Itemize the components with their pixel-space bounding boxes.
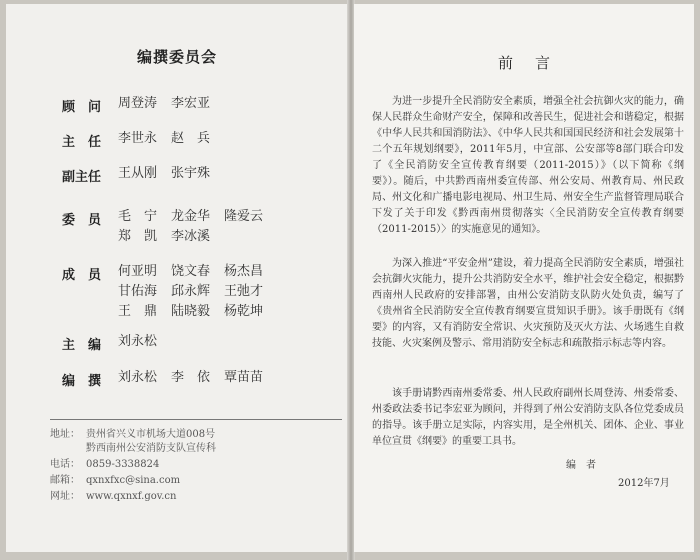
- role-label-director: 主 任: [62, 135, 102, 150]
- person-name: 邱永辉: [171, 284, 211, 299]
- person-name: 甘佑海: [118, 284, 158, 299]
- person-name: 王 鼎: [118, 304, 158, 319]
- contact-divider: [50, 419, 342, 420]
- preface-paragraph-3: 该手册请黔西南州委常委、州人民政府副州长周登涛、州委常委、州委政法委书记李宏亚为顾问，并得到了州公安消防支队各位党委成员的指导。该手册立足实际，内容实用，是全州机关、团体、企业、事业单位宣贯《纲要》的重要工具书。: [372, 388, 684, 447]
- role-label-compilers: 编 撰: [62, 374, 102, 389]
- person-name: 李 依: [171, 370, 211, 385]
- role-names-advisor: [118, 94, 224, 114]
- role-label-advisor: 顾 问: [62, 100, 102, 115]
- contact-email: [50, 474, 180, 488]
- website-url: www.qxnxf.gov.cn: [86, 491, 177, 502]
- role-names-members: [118, 207, 277, 247]
- person-name: 李冰溪: [171, 229, 211, 244]
- role-label-staff: 成 员: [62, 268, 102, 283]
- person-name: 陆晓毅: [171, 304, 211, 319]
- phone-label: 电话：: [50, 459, 80, 470]
- left-page: [6, 4, 348, 552]
- contact-website: [50, 490, 176, 504]
- person-name: 龙金华: [171, 209, 211, 224]
- person-name: 饶文春: [171, 264, 211, 279]
- person-name: 覃苗苗: [224, 370, 264, 385]
- contact-phone: [50, 458, 159, 472]
- preface-signature: 编 者: [566, 460, 596, 471]
- address-line-1: 贵州省兴义市机场大道008号: [86, 429, 216, 440]
- person-name: 毛 宁: [118, 209, 158, 224]
- person-name: 王弛才: [224, 284, 264, 299]
- role-names-deputy-director: [118, 164, 224, 184]
- contact-address: [50, 428, 215, 442]
- role-names-director: [118, 129, 224, 149]
- phone-number: 0859-3338824: [86, 459, 160, 470]
- preface-date: 2012年7月: [618, 478, 670, 489]
- address-label: 地址：: [50, 429, 80, 440]
- person-name: 李世永: [118, 131, 158, 146]
- website-label: 网址：: [50, 491, 80, 502]
- email-address: qxnxfxc@sina.com: [86, 475, 181, 486]
- person-name: 周登涛: [118, 96, 158, 111]
- person-name: 杨杰昌: [224, 264, 264, 279]
- person-name: 赵 兵: [171, 131, 211, 146]
- preface-paragraph-1: 为进一步提升全民消防安全素质，增强全社会抗御火灾的能力，确保人民群众生命财产安全，保障和改善民生，促进社会和谐稳定，根据《中华人民共和国消防法》、《中华人民共和国国民经济和社会发展第十二个五年规划纲要》，2011年5月，中宣部、公安部等8部门联合印发了《全民消防安全宣传教育纲要（2011-2015）》（以下简称《纲要》）。随后，中共黔西南州委宣传部、州公安局、州教育局、州民政局、州文化和广播电影电视局、州卫生局、州安全生产监督管理局联合下发了关于印发《黔西南州贯彻落实〈全民消防安全宣传教育纲要（2011-2015）〉的实施意见的通知》。: [372, 96, 684, 235]
- person-name: 张宇殊: [171, 166, 211, 181]
- role-names-compilers: [118, 368, 277, 388]
- committee-title: 编撰委员会: [136, 48, 217, 66]
- person-name: 隆爱云: [224, 209, 264, 224]
- right-page: [354, 4, 694, 552]
- preface-paragraph-2: 为深入推进“平安金州”建设，着力提高全民消防安全素质，增强社会抗御火灾能力，提升公共消防安全水平，维护社会安全稳定，根据黔西南州人民政府的安排部署，由州公安消防支队防火处负责，编写了《贵州省全民消防安全宣传教育纲要宣贯知识手册》。该手册既有《纲要》的内容，又有消防安全常识、火灾预防及灭火方法、火场逃生自救技能、火灾案例及警示、常用消防安全标志和疏散指示标志等内容。: [372, 258, 684, 349]
- role-label-chief-editor: 主 编: [62, 338, 102, 353]
- person-name: 王从刚: [118, 166, 158, 181]
- role-label-deputy-director: 副主任: [62, 170, 102, 185]
- role-label-members: 委 员: [62, 213, 102, 228]
- role-names-chief-editor: [118, 332, 171, 352]
- preface-title: 前言: [497, 54, 572, 72]
- person-name: 刘永松: [118, 334, 158, 349]
- person-name: 何亚明: [118, 264, 158, 279]
- person-name: 郑 凯: [118, 229, 158, 244]
- person-name: 杨乾坤: [224, 304, 264, 319]
- role-names-staff: [118, 262, 277, 322]
- email-label: 邮箱：: [50, 475, 80, 486]
- person-name: 刘永松: [118, 370, 158, 385]
- address-line-2: 黔西南州公安消防支队宣传科: [86, 443, 216, 454]
- person-name: 李宏亚: [171, 96, 211, 111]
